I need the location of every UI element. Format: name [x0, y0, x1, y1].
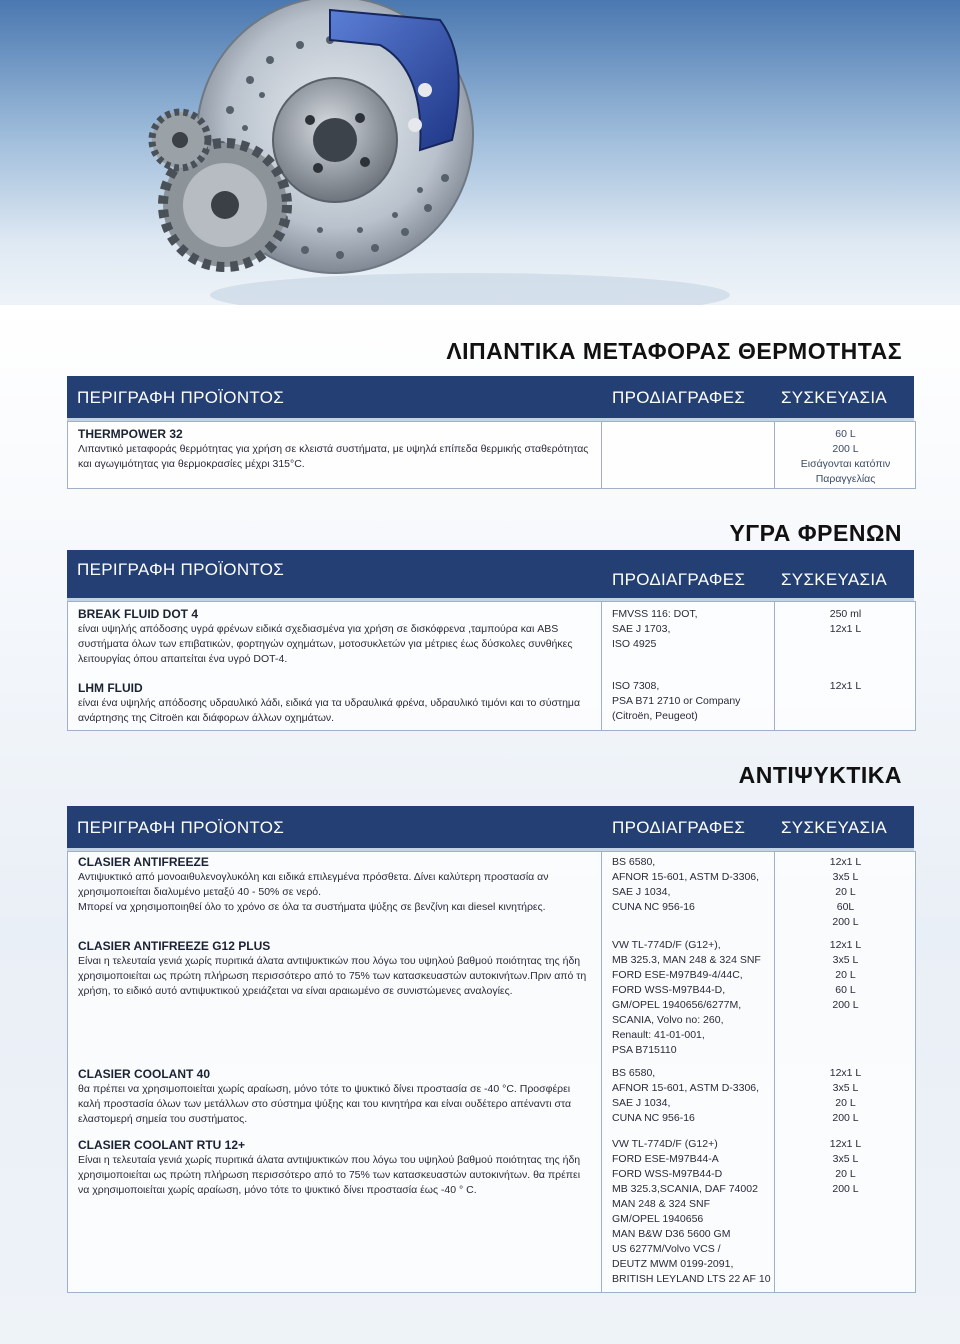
product-name: CLASIER ANTIFREEZE	[78, 855, 209, 869]
brake-disc-illustration	[0, 0, 960, 305]
product-description: Λιπαντικό μεταφοράς θερμότητας για χρήση σε κλειστά συστήματα, με υψηλά επίπεδα θερμικής σταθερότητας και αγωγιμότητας για θερμοκρασίες μέχρι 315°C.	[78, 443, 589, 470]
product-description: Είναι η τελευταία γενιά χωρίς πυριτικά άλατα αντιψυκτικών που λόγω του υψηλού βαθμού ποιότητας της ήδη χρησιμοποιείται ως πρώτη πλήρωση περισσότερο από το 75% των κατασκευαστών αυτοκινήτων.Πριν από τη χρήση, το ειδικό αυτό αντιψυκτικού χρειάζεται να είναι αραιωμένο σε συνιστώμενες αναλογίες.	[78, 955, 587, 997]
product-name: LHM FLUID	[78, 681, 143, 695]
product-description: Μπορεί να χρησιμοποιηθεί όλο το χρόνο σε όλα τα συστήματα ψύξης σε βενζίνη και diesel κινητήρες.	[78, 901, 546, 913]
specs-cell	[601, 422, 774, 488]
product-row	[78, 938, 593, 999]
header-packaging: ΣΥΣΚΕΥΑΣΙΑ	[781, 818, 888, 837]
section-title-heat-transfer: ΛΙΠΑΝΤΙΚΑ ΜΕΤΑΦΟΡΑΣ ΘΕΡΜΟΤΗΤΑΣ	[446, 338, 902, 364]
header-packaging: ΣΥΣΚΕΥΑΣΙΑ	[781, 570, 888, 589]
header-packaging: ΣΥΣΚΕΥΑΣΙΑ	[781, 388, 888, 407]
product-row	[78, 680, 593, 726]
header-bar	[67, 806, 914, 851]
header-specs: ΠΡΟΔΙΑΓΡΑΦΕΣ	[612, 818, 746, 837]
product-table-brake	[67, 601, 916, 731]
small-gear-icon	[152, 112, 208, 168]
packaging-list: 60 L 200 L Εισάγονται κατόπιν Παραγγελίας	[800, 428, 891, 485]
section-title-brake-fluids: ΥΓΡΑ ΦΡΕΝΩΝ	[729, 520, 902, 546]
header-specs: ΠΡΟΔΙΑΓΡΑΦΕΣ	[612, 388, 746, 407]
packaging-list: 12x1 L 3x5 L 20 L 200 L	[829, 1067, 862, 1124]
specs-list: BS 6580, AFNOR 15-601, ASTM D-3306, SAE J 1034, CUNA NC 956-16	[612, 1067, 760, 1124]
header-bar	[67, 376, 914, 421]
product-description: Είναι η τελευταία γενιά χωρίς πυριτικά άλατα αντιψυκτικών που λόγω του υψηλού βαθμού ποιότητας της ήδη χρησιμοποιείται ως πρώτη πλήρωση περισσότερο από το 75% των κατασκευαστών αυτοκινήτων. θα πρέπει να χρησιμοποιείται χωρίς αραίωση, μόνο τότε το ψυκτικό δίνει προστασία έως -40 ° C.	[78, 1154, 581, 1196]
product-table-heat	[67, 421, 916, 489]
packaging-list: 12x1 L 3x5 L 20 L 60L 200 L	[829, 856, 862, 928]
header-specs: ΠΡΟΔΙΑΓΡΑΦΕΣ	[612, 570, 746, 589]
product-description: θα πρέπει να χρησιμοποιείται χωρίς αραίωση, μόνο τότε το ψυκτικό δίνει προστασία σε -40 °C. Προσφέρει καλή προστασία όλων των μετάλλων στο σύστημα ψύξης και του κινητήρα και είναι ουδέτερο απέναντι στα ελαστομερή σημεία του συστήματος.	[78, 1083, 572, 1125]
packaging-list: 12x1 L 3x5 L 20 L 200 L	[829, 1138, 862, 1195]
specs-list: FMVSS 116: DOT, SAE J 1703, ISO 4925	[612, 608, 698, 650]
product-name: CLASIER COOLANT 40	[78, 1067, 211, 1081]
specs-list: VW TL-774D/F (G12+) FORD ESE-M97B44-A FORD WSS-M97B44-D MB 325.3,SCANIA, DAF 74002 MAN 248 & 324 SNF GM/OPEL 1940656 MAN B&W D36 5600 GM US 6277M/Volvo VCS / DEUTZ MWM 0199-2091, BRITISH LEYLAND LTS 22 AF 10	[612, 1138, 771, 1285]
hero-banner	[0, 0, 960, 305]
product-row	[78, 1137, 593, 1198]
product-name: THERMPOWER 32	[78, 427, 183, 441]
product-description: είναι ένα υψηλής απόδοσης υδραυλικό λάδι, ειδικά για τα υδραυλικά φρένα, υδραυλικό τιμόνι και το σύστημα ανάρτησης της Citroën και διάφορων άλλων οχημάτων.	[78, 697, 581, 724]
product-description: Αντιψυκτικό από μονοαιθυλενογλυκόλη και ειδικά επιλεγμένα πρόσθετα. Δίνει καλύτερη προστασία αν χρησιμοποιείται διαλυμένο μεταξύ 40 - 50% σε νερό.	[78, 871, 549, 898]
product-table-antifreeze	[67, 851, 916, 1293]
product-name: CLASIER COOLANT RTU 12+	[78, 1138, 246, 1152]
packaging-list: 12x1 L	[829, 680, 862, 692]
product-name: BREAK FLUID DOT 4	[78, 607, 198, 621]
product-row	[78, 854, 593, 915]
specs-list: ISO 7308, PSA B71 2710 or Company (Citroën, Peugeot)	[612, 680, 741, 722]
product-description: είναι υψηλής απόδοσης υγρά φρένων ειδικά σχεδιασμένα για χρήση σε δισκόφρενα ,ταμπούρα και ABS συστήματα όλων των επιβατικών, φορτηγών οχημάτων, μοτοσυκλετών για μέτριες έως δύσκολες συνθήκες λειτουργίας όπου απαιτείται ένα υγρό DOT-4.	[78, 623, 573, 665]
packaging-list: 12x1 L 3x5 L 20 L 60 L 200 L	[829, 939, 862, 1011]
product-row	[78, 1066, 593, 1127]
specs-list: BS 6580, AFNOR 15-601, ASTM D-3306, SAE J 1034, CUNA NC 956-16	[612, 856, 760, 913]
product-name: CLASIER ANTIFREEZE G12 PLUS	[78, 939, 271, 953]
header-description: ΠΕΡΙΓΡΑΦΗ ΠΡΟΪΟΝΤΟΣ	[77, 560, 285, 579]
header-description: ΠΕΡΙΓΡΑΦΗ ΠΡΟΪΟΝΤΟΣ	[77, 818, 285, 837]
header-bar	[67, 550, 914, 601]
packaging-list: 250 ml 12x1 L	[829, 608, 862, 635]
header-description: ΠΕΡΙΓΡΑΦΗ ΠΡΟΪΟΝΤΟΣ	[77, 388, 285, 407]
section-title-antifreeze: ΑΝΤΙΨΥΚΤΙΚΑ	[738, 762, 902, 788]
specs-list: VW TL-774D/F (G12+), MB 325.3, MAN 248 & 324 SNF FORD ESE-M97B49-4/44C, FORD WSS-M97B44-D, GM/OPEL 1940656/6277M, SCANIA, Volvo no: 260, Renault: 41-01-001, PSA B715110	[612, 939, 761, 1056]
product-row	[78, 606, 593, 667]
product-row	[78, 426, 593, 472]
